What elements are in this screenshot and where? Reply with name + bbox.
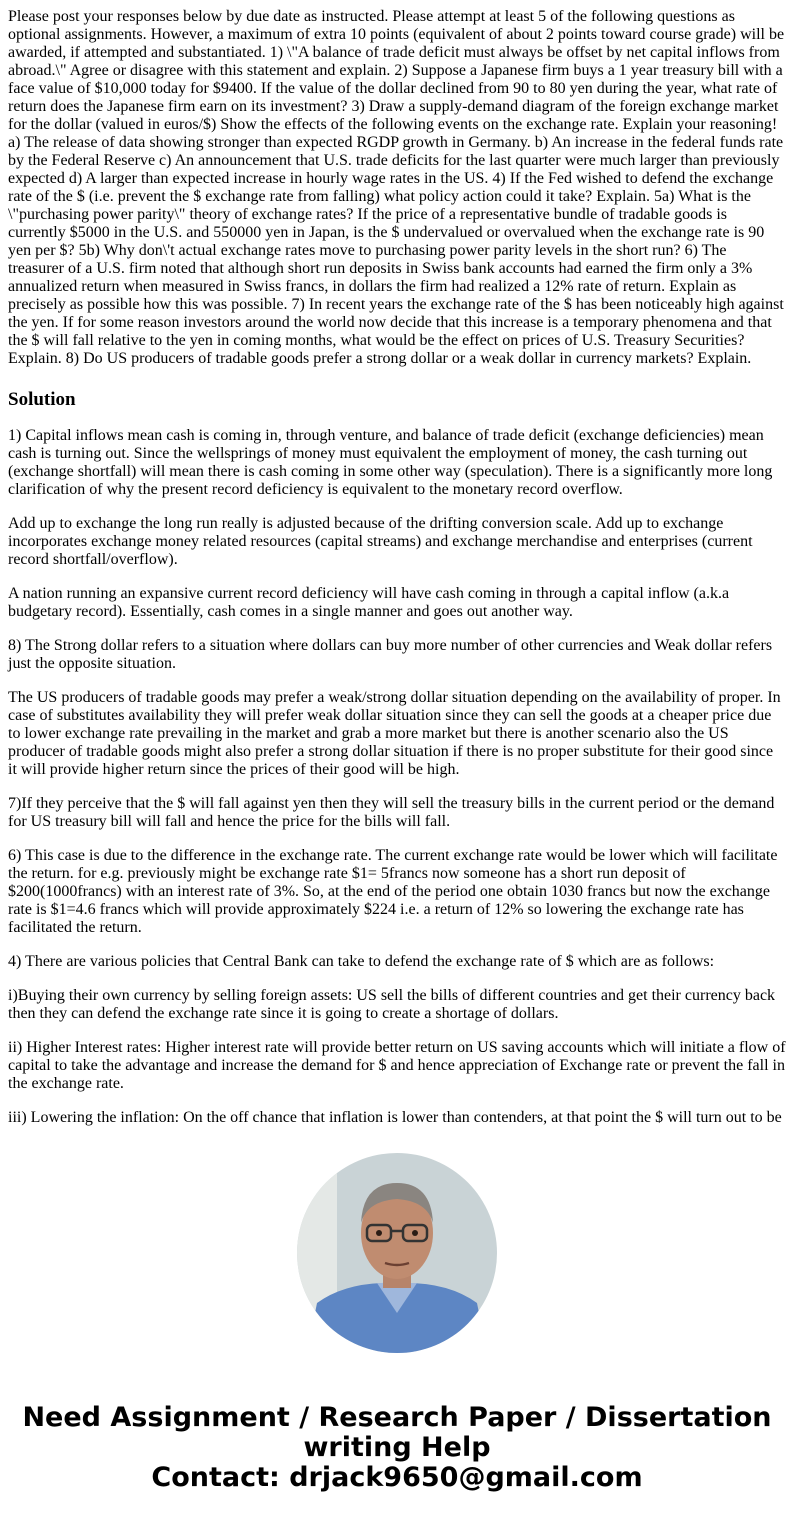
solution-paragraph: 8) The Strong dollar refers to a situation where dollars can buy more number of other currencies and Weak dollar refers just the opposite situation.: [8, 637, 773, 672]
solution-paragraph: iii) Lowering the inflation: On the off chance that inflation is lower than contenders, at that point the $ will turn out to be: [8, 1109, 782, 1126]
solution-paragraph: 4) There are various policies that Central Bank can take to defend the exchange rate of $ which are as follows:: [8, 953, 715, 970]
solution-paragraph: The US producers of tradable goods may prefer a weak/strong dollar situation depending on the availability of proper. In case of substitutes availability they will prefer weak dollar situation since they can sell the goods at a cheaper price due to lower exchange rate prevailing in the market and grab a more market but there is another scenario also the US producer of tradable goods might also prefer a strong dollar situation if there is no proper substitute for their good since it will provide higher return since the prices of their good will be high.: [8, 689, 781, 778]
solution-heading: Solution: [8, 389, 76, 410]
solution-paragraph: ii) Higher Interest rates: Higher interest rate will provide better return on US saving accounts which will initiate a flow of capital to take the advantage and increase the demand for $ and hence appreciation of Exchange rate or prevent the fall in the exchange rate.: [8, 1039, 786, 1092]
solution-paragraph: i)Buying their own currency by selling foreign assets: US sell the bills of different countries and get their currency back then they can defend the exchange rate since it is going to create a shortage of dollars.: [8, 987, 776, 1022]
solution-paragraph: A nation running an expansive current record deficiency will have cash coming in through a capital inflow (a.k.a budgetary record). Essentially, cash comes in a single manner and goes out another way.: [8, 585, 730, 620]
document-body: [8, 8, 786, 1127]
author-photo: [297, 1153, 497, 1353]
footer-contact: Contact: drjack9650@gmail.com: [151, 1462, 643, 1493]
solution-paragraph: 7)If they perceive that the $ will fall against yen then they will sell the treasury bills in the current period or the demand for US treasury bill will fall and hence the price for the bills will fall.: [8, 795, 775, 830]
question-text: Please post your responses below by due date as instructed. Please attempt at least 5 of the following questions as optional assignments. However, a maximum of extra 10 points (equivalent of about 2 points toward course grade) will be awarded, if attempted and substantiated. 1) \"A balance of trade deficit must always be offset by net capital inflows from abroad.\" Agree or disagree with this statement and explain. 2) Suppose a Japanese firm buys a 1 year treasury bill with a face value of $10,000 today for $9400. If the value of the dollar declined from 90 to 80 yen during the year, what rate of return does the Japanese firm earn on its investment? 3) Draw a supply-demand diagram of the foreign exchange market for the dollar (valued in euros/$) Show the effects of the following events on the exchange rate. Explain your reasoning! a) The release of data showing stronger than expected RGDP growth in Germany. b) An increase in the federal funds rate by the Federal Reserve c) An announcement that U.S. trade deficits for the last quarter were much larger than previously expected d) A larger than expected increase in hourly wage rates in the US. 4) If the Fed wished to defend the exchange rate of the $ (i.e. prevent the $ exchange rate from falling) what policy action could it take? Explain. 5a) What is the \"purchasing power parity\" theory of exchange rates? If the price of a representative bundle of tradable goods is currently $5000 in the U.S. and 550000 yen in Japan, is the $ undervalued or overvalued when the exchange rate is 90 yen per $? 5b) Why don\'t actual exchange rates move to purchasing power parity levels in the short run? 6) The treasurer of a U.S. firm noted that although short run deposits in Swiss bank accounts had earned the firm only a 3% annualized return when measured in Swiss francs, in dollars the firm had realized a 12% rate of return. Explain as precisely as possible how this was possible. 7) In recent years the exchange rate of the $ has been noticeably high against the yen. If for some reason investors around the world now decide that this increase is a temporary phenomena and that the $ will fall relative to the yen in coming months, what would be the effect on prices of U.S. Treasury Securities? Explain. 8) Do US producers of tradable goods prefer a strong dollar or a weak dollar in currency markets? Explain.: [8, 8, 785, 367]
footer-banner: [0, 1403, 794, 1493]
solution-paragraph: 1) Capital inflows mean cash is coming in, through venture, and balance of trade deficit (exchange deficiencies) mean cash is turning out. Since the wellsprings of money must equivalent the employment of money, the cash turning out (exchange shortfall) will mean there is cash coming in some other way (speculation). There is a significantly more long clarification of why the present record deficiency is equivalent to the monetary record overflow.: [8, 427, 773, 498]
solution-paragraph: Add up to exchange the long run really is adjusted because of the drifting conversion scale. Add up to exchange incorporates exchange money related resources (capital streams) and exchange merchandise and enterprises (current record shortfall/overflow).: [8, 515, 753, 568]
solution-paragraph: 6) This case is due to the difference in the exchange rate. The current exchange rate would be lower which will facilitate the return. for e.g. previously might be exchange rate $1= 5francs now someone has a short run deposit of $200(1000francs) with an interest rate of 3%. So, at the end of the period one obtain 1030 francs but now the exchange rate is $1=4.6 francs which will provide approximately $224 i.e. a return of 12% so lowering the exchange rate has facilitated the return.: [8, 847, 778, 936]
footer-tagline: Need Assignment / Research Paper / Dissertation writing Help: [22, 1402, 772, 1463]
